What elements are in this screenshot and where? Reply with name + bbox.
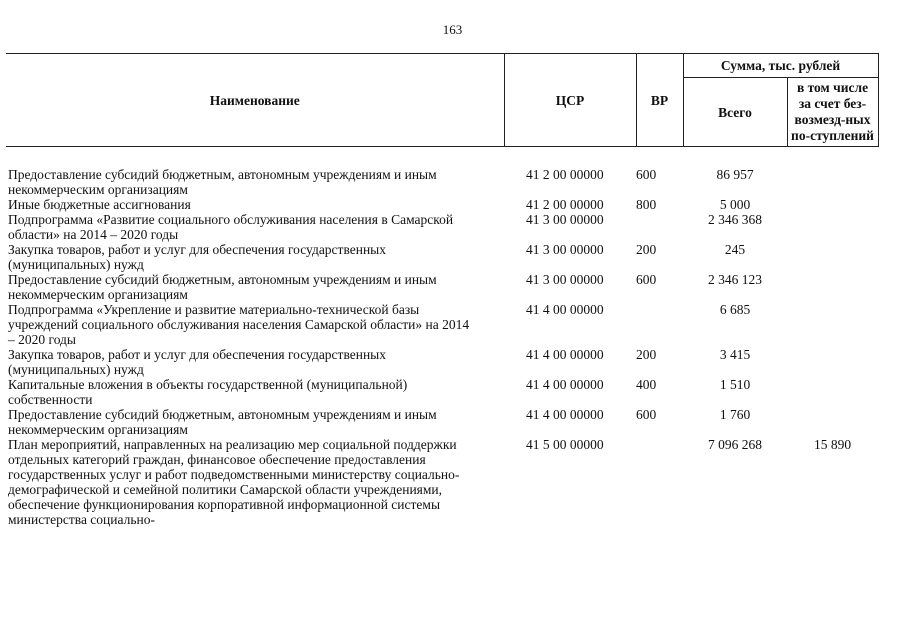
cell-csr: 41 4 00 00000 <box>526 377 604 392</box>
cell-csr: 41 4 00 00000 <box>526 302 604 317</box>
cell-grant: 15 890 <box>813 437 852 452</box>
header-vr: ВР <box>636 54 683 147</box>
header-total: Всего <box>683 78 787 147</box>
header-sum: Сумма, тыс. рублей <box>683 54 878 78</box>
cell-total: 2 346 368 <box>708 212 762 227</box>
cell-name: План мероприятий, направленных на реализацию мер социальной поддержки отдельных категорий граждан, финансовое обеспечение предоставления государственных услуг и работ подведомственными министерству социально-демографической и семейной политики Самарской области учреждениями, обеспечение функционирования корпоративной информационной системы министерства социально- <box>8 437 460 527</box>
cell-grant <box>787 212 878 242</box>
table-header <box>6 54 878 168</box>
cell-name: Предоставление субсидий бюджетным, автономным учреждениям и иным некоммерческим организациям <box>8 167 437 197</box>
cell-csr: 41 3 00 00000 <box>526 212 604 227</box>
table-row <box>6 272 878 302</box>
cell-total: 1 510 <box>719 377 751 392</box>
cell-total: 3 415 <box>719 347 751 362</box>
cell-csr: 41 3 00 00000 <box>526 272 604 287</box>
cell-csr: 41 4 00 00000 <box>526 347 604 362</box>
cell-grant <box>787 197 878 212</box>
cell-total: 7 096 268 <box>708 437 762 452</box>
cell-grant <box>787 407 878 437</box>
cell-grant <box>787 377 878 407</box>
table-row <box>6 377 878 407</box>
cell-csr: 41 2 00 00000 <box>526 167 604 182</box>
cell-vr <box>636 302 683 347</box>
cell-name: Подпрограмма «Развитие социального обслуживания населения в Самарской области» на 2014 – 2020 годы <box>8 212 454 242</box>
cell-name: Закупка товаров, работ и услуг для обеспечения государственных (муниципальных) нужд <box>8 347 387 377</box>
header-name: Наименование <box>6 54 504 147</box>
table-row <box>6 167 878 197</box>
cell-total: 1 760 <box>719 407 751 422</box>
cell-name: Капитальные вложения в объекты государственной (муниципальной) собственности <box>8 377 408 407</box>
table-row <box>6 212 878 242</box>
cell-name: Закупка товаров, работ и услуг для обеспечения государственных (муниципальных) нужд <box>8 242 387 272</box>
cell-name: Предоставление субсидий бюджетным, автономным учреждениям и иным некоммерческим организациям <box>8 272 437 302</box>
table-row <box>6 197 878 212</box>
cell-vr: 600 <box>636 407 657 422</box>
cell-grant <box>787 242 878 272</box>
cell-total: 2 346 123 <box>708 272 762 287</box>
table-row <box>6 347 878 377</box>
table-row <box>6 437 878 527</box>
table-row <box>6 407 878 437</box>
cell-grant <box>787 302 878 347</box>
cell-vr: 400 <box>636 377 657 392</box>
table-body <box>6 167 878 527</box>
cell-csr: 41 3 00 00000 <box>526 242 604 257</box>
header-grant: в том числе за счет без-возмезд-ных по-ступлений <box>787 78 878 147</box>
page-number: 163 <box>442 22 463 37</box>
cell-vr <box>636 212 683 242</box>
cell-vr: 600 <box>636 167 657 182</box>
cell-total: 5 000 <box>719 197 751 212</box>
cell-vr: 800 <box>636 197 657 212</box>
cell-total: 86 957 <box>716 167 754 182</box>
table-row <box>6 302 878 347</box>
header-csr: ЦСР <box>504 54 636 147</box>
cell-csr: 41 5 00 00000 <box>526 437 604 452</box>
cell-csr: 41 2 00 00000 <box>526 197 604 212</box>
budget-table <box>6 53 879 527</box>
cell-vr: 200 <box>636 242 657 257</box>
cell-name: Предоставление субсидий бюджетным, автономным учреждениям и иным некоммерческим организациям <box>8 407 437 437</box>
cell-name: Иные бюджетные ассигнования <box>8 197 191 212</box>
cell-grant <box>787 272 878 302</box>
cell-grant <box>787 167 878 197</box>
cell-total: 6 685 <box>719 302 751 317</box>
cell-vr: 600 <box>636 272 657 287</box>
cell-vr: 200 <box>636 347 657 362</box>
cell-grant <box>787 347 878 377</box>
table-row <box>6 242 878 272</box>
cell-vr <box>636 437 683 527</box>
cell-name: Подпрограмма «Укрепление и развитие материально-технической базы учреждений социального обслуживания населения Самарской области» на 2014 – 2020 годы <box>8 302 470 347</box>
cell-csr: 41 4 00 00000 <box>526 407 604 422</box>
cell-total: 245 <box>724 242 746 257</box>
